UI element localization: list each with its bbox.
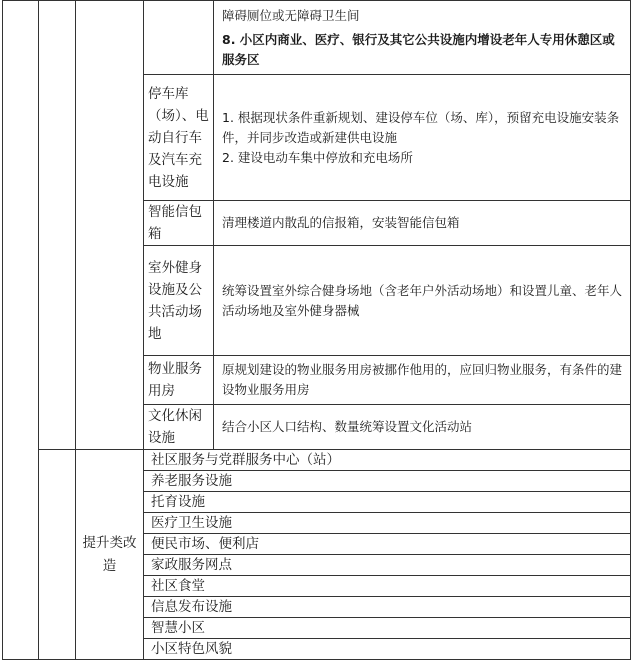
facility-name-cell: 智能信包箱	[144, 201, 214, 246]
description-line: 8. 小区内商业、医疗、银行及其它公共设施内增设老年人专用休憩区或服务区	[222, 31, 615, 67]
facility-description-cell	[214, 201, 631, 246]
upgrade-item: 小区特色风貌	[144, 639, 631, 660]
upgrade-category-label: 提升类改造	[76, 450, 144, 660]
description-line: 清理楼道内散乱的信报箱，安装智能信包箱	[222, 215, 460, 230]
description-line: 2. 建设电动车集中停放和充电场所	[222, 149, 413, 165]
upgrade-item: 托育设施	[144, 492, 631, 513]
facility-description-cell	[214, 405, 631, 450]
facility-name-cell: 物业服务用房	[144, 356, 214, 405]
facility-description-cell	[214, 75, 631, 201]
facility-name-cell	[144, 1, 214, 75]
upgrade-item: 养老服务设施	[144, 471, 631, 492]
facility-name-cell: 室外健身设施及公共活动场地	[144, 246, 214, 356]
upgrade-item: 社区食堂	[144, 576, 631, 597]
upgrade-item: 医疗卫生设施	[144, 513, 631, 534]
facility-description-cell	[214, 246, 631, 356]
description-line: 统筹设置室外综合健身场地（含老年户外活动场地）和设置儿童、老年人活动场地及室外健身器械	[222, 282, 623, 318]
facility-description-cell	[214, 1, 631, 75]
table-row	[3, 1, 631, 75]
facility-description-cell	[214, 356, 631, 405]
facility-name-cell: 停车库（场）、电动自行车及汽车充电设施	[144, 75, 214, 201]
category-column-cell	[39, 1, 76, 450]
table-row	[3, 450, 631, 471]
renovation-table	[2, 0, 631, 660]
category-column-cell	[39, 450, 76, 660]
description-line: 障碍厕位或无障碍卫生间	[222, 7, 360, 23]
subcategory-column-cell	[76, 1, 144, 450]
upgrade-item: 社区服务与党群服务中心（站）	[144, 450, 631, 471]
upgrade-item: 智慧小区	[144, 618, 631, 639]
facility-name-cell: 文化休闲设施	[144, 405, 214, 450]
upgrade-item: 信息发布设施	[144, 597, 631, 618]
description-line: 1. 根据现状条件重新规划、建设停车位（场、库），预留充电设施安装条件，并同步改造或新建供电设施	[222, 109, 620, 145]
upgrade-item: 便民市场、便利店	[144, 534, 631, 555]
description-line: 结合小区人口结构、数量统筹设置文化活动站	[222, 419, 473, 434]
number-column-cell	[3, 1, 39, 660]
description-line: 原规划建设的物业服务用房被挪作他用的，应回归物业服务，有条件的建设物业服务用房	[222, 362, 623, 397]
upgrade-item: 家政服务网点	[144, 555, 631, 576]
